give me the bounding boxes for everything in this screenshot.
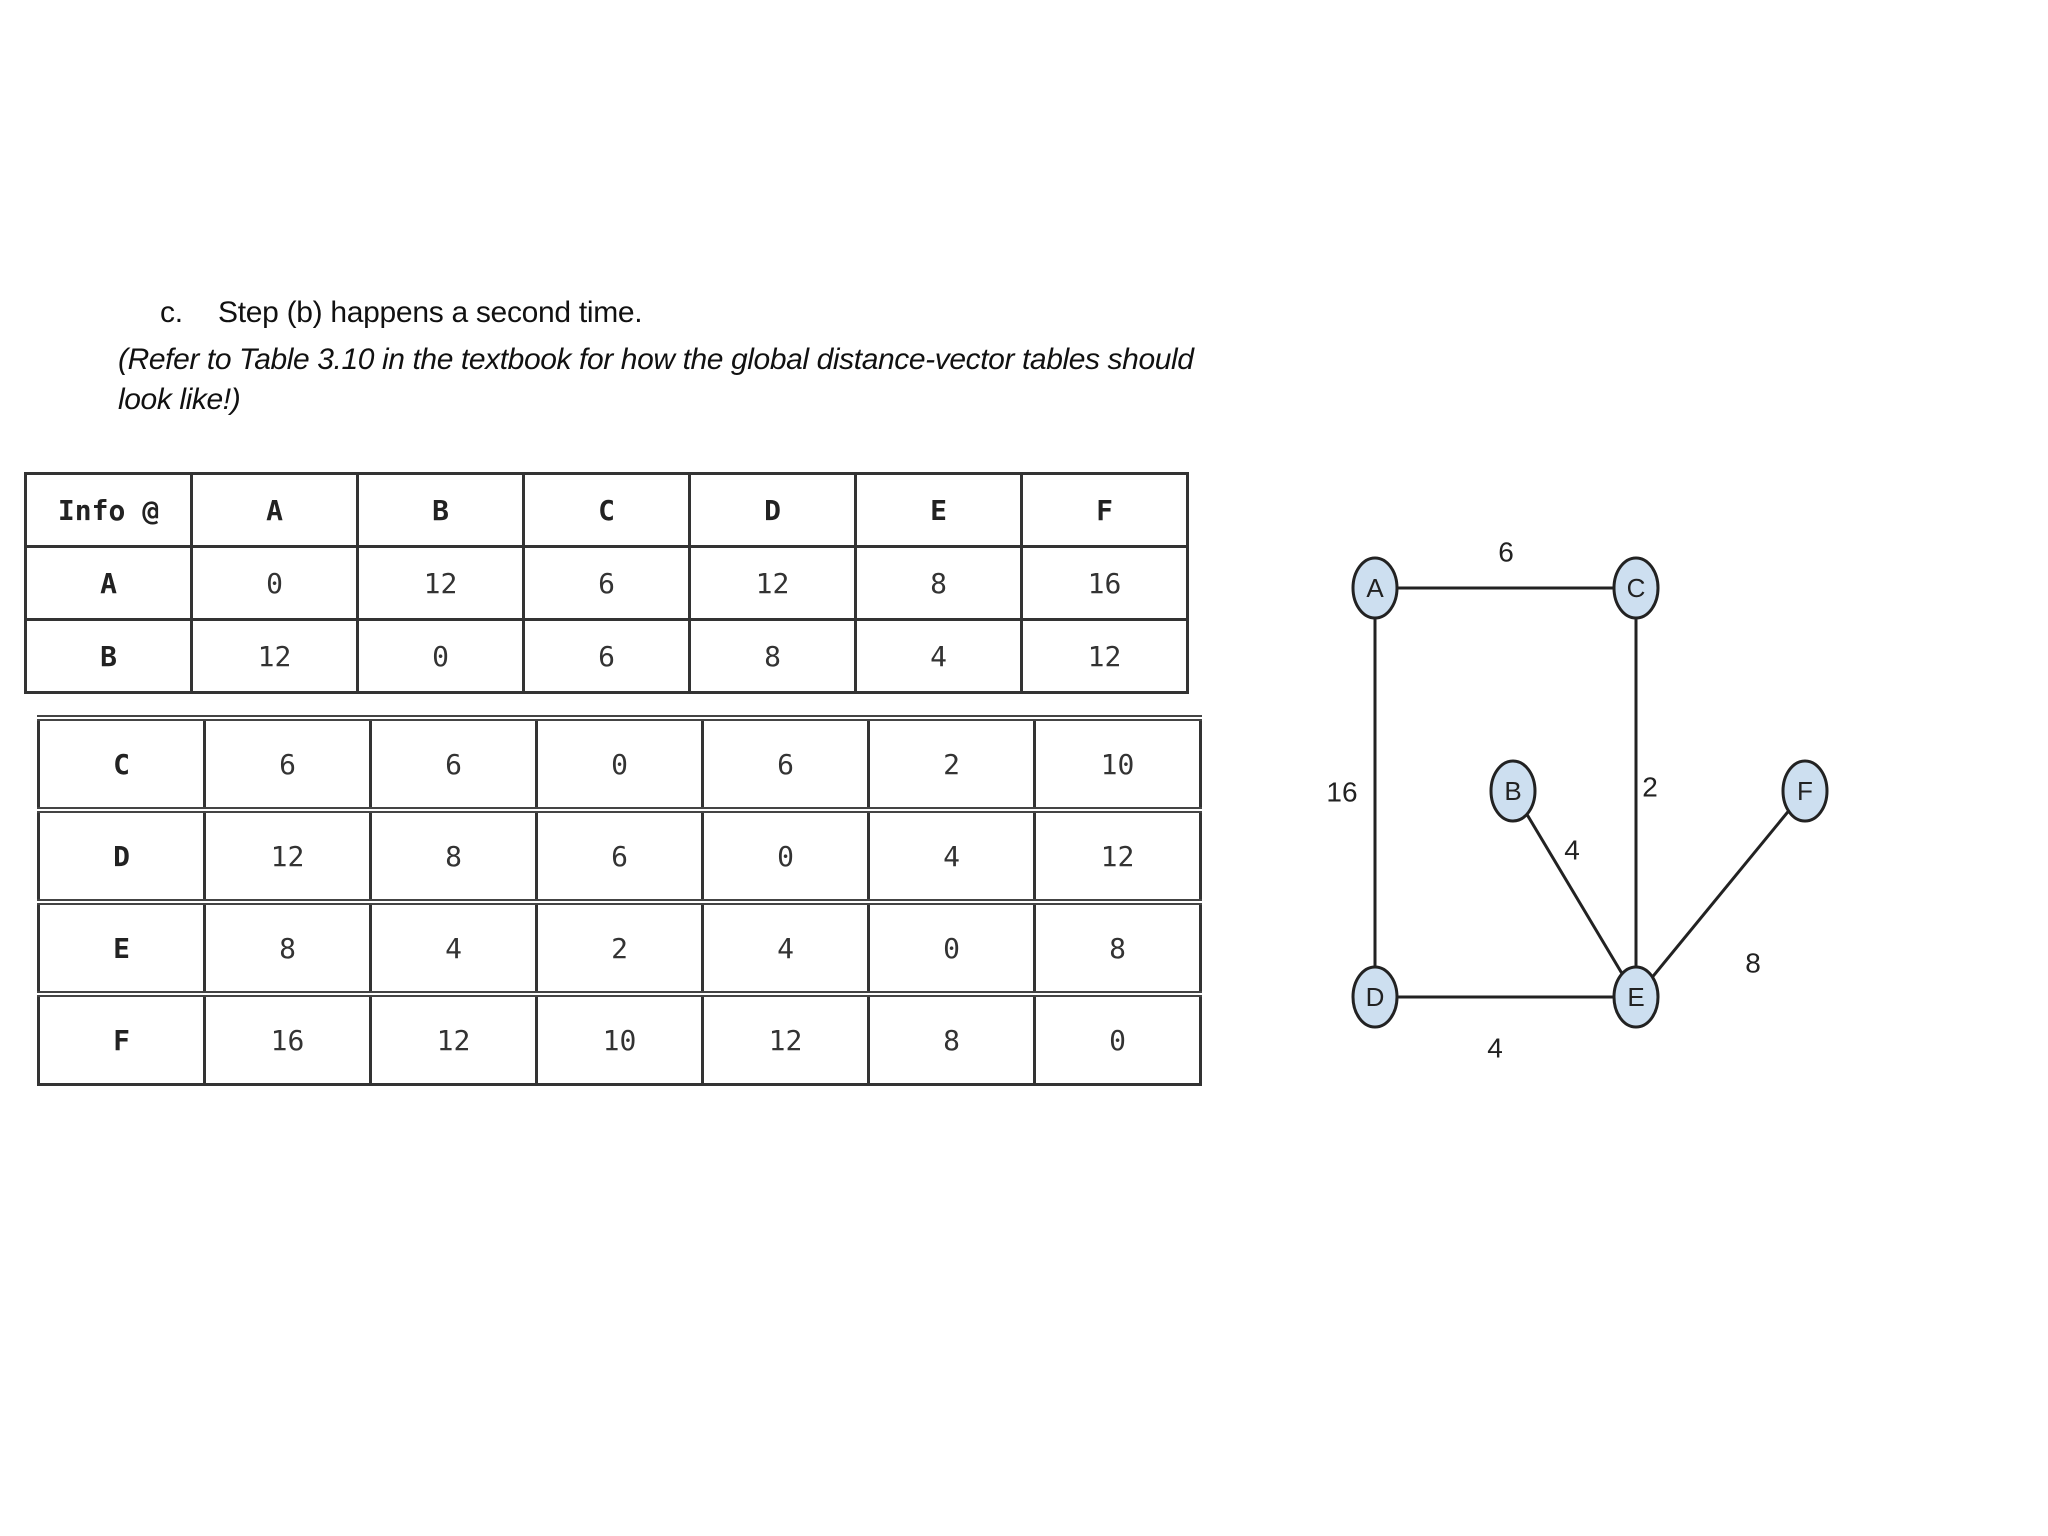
step-instruction: [160, 296, 642, 330]
table-cell: 4: [856, 620, 1022, 693]
table-cell: 12: [371, 994, 537, 1085]
node-label: B: [1504, 776, 1522, 806]
table-cell: 0: [869, 902, 1035, 994]
table-header-row: [26, 474, 1188, 547]
table-cell: 2: [537, 902, 703, 994]
edge-weight-d-e: 4: [1487, 1032, 1503, 1064]
table-cell: 8: [856, 547, 1022, 620]
table-cell: 12: [358, 547, 524, 620]
table-cell: 8: [690, 620, 856, 693]
table-cell: 0: [1035, 994, 1201, 1085]
table-cell: 0: [358, 620, 524, 693]
column-header: F: [1022, 474, 1188, 547]
table-cell: 12: [1022, 620, 1188, 693]
table-cell: 0: [537, 718, 703, 810]
table-cell: 8: [1035, 902, 1201, 994]
table-row: [26, 547, 1188, 620]
table-row: [39, 718, 1201, 810]
node-label: C: [1626, 573, 1646, 603]
graph-node-d: [1353, 967, 1397, 1027]
graph-node-a: [1353, 558, 1397, 618]
table-row: [39, 902, 1201, 994]
table-cell: 2: [869, 718, 1035, 810]
graph-node-b: [1491, 761, 1535, 821]
table-cell: 8: [869, 994, 1035, 1085]
edge-weight-a-d: 16: [1326, 776, 1358, 808]
table-cell: 12: [703, 994, 869, 1085]
step-letter: c.: [160, 296, 183, 329]
edge-b-e: [1513, 791, 1636, 997]
node-label: F: [1797, 776, 1813, 806]
distance-vector-table-top: [24, 472, 1189, 694]
table-cell: 6: [371, 718, 537, 810]
step-text: Step (b) happens a second time.: [218, 296, 643, 329]
table-cell: 12: [1035, 810, 1201, 902]
graph-node-c: [1614, 558, 1658, 618]
graph-node-e: [1614, 967, 1658, 1027]
table-row: [39, 810, 1201, 902]
column-header: D: [690, 474, 856, 547]
table-cell: 6: [524, 620, 690, 693]
table-cell: 12: [690, 547, 856, 620]
table-cell: 6: [537, 810, 703, 902]
table-cell: 12: [205, 810, 371, 902]
edge-weight-c-e: 2: [1642, 771, 1658, 803]
table-cell: 16: [1022, 547, 1188, 620]
table-cell: 6: [524, 547, 690, 620]
table-cell: 10: [537, 994, 703, 1085]
graph-node-f: [1783, 761, 1827, 821]
table-cell: 10: [1035, 718, 1201, 810]
row-header: E: [39, 902, 205, 994]
edge-e-f: [1636, 791, 1805, 997]
column-header: B: [358, 474, 524, 547]
row-header: D: [39, 810, 205, 902]
table-corner-cell: Info @: [26, 474, 192, 547]
table-row: [39, 994, 1201, 1085]
node-label: D: [1365, 982, 1385, 1012]
edge-weight-b-e: 4: [1564, 834, 1580, 866]
column-header: E: [856, 474, 1022, 547]
table-cell: 12: [192, 620, 358, 693]
textbook-note: (Refer to Table 3.10 in the textbook for how the global distance-vector tables should look like!): [118, 343, 1194, 416]
table-cell: 6: [205, 718, 371, 810]
row-header: F: [39, 994, 205, 1085]
node-label: A: [1366, 573, 1384, 603]
table-cell: 4: [869, 810, 1035, 902]
table-cell: 4: [703, 902, 869, 994]
table-cell: 16: [205, 994, 371, 1085]
row-header: C: [39, 718, 205, 810]
table-cell: 0: [703, 810, 869, 902]
edge-weight-a-c: 6: [1498, 536, 1514, 568]
distance-vector-table-bottom: [37, 715, 1202, 1086]
row-header: A: [26, 547, 192, 620]
table-row: [26, 620, 1188, 693]
table-cell: 8: [371, 810, 537, 902]
edge-weight-e-f: 8: [1745, 947, 1761, 979]
column-header: A: [192, 474, 358, 547]
table-cell: 8: [205, 902, 371, 994]
column-header: C: [524, 474, 690, 547]
network-graph: [1300, 500, 1860, 1100]
table-cell: 0: [192, 547, 358, 620]
table-cell: 4: [371, 902, 537, 994]
table-cell: 6: [703, 718, 869, 810]
row-header: B: [26, 620, 192, 693]
node-label: E: [1627, 982, 1645, 1012]
